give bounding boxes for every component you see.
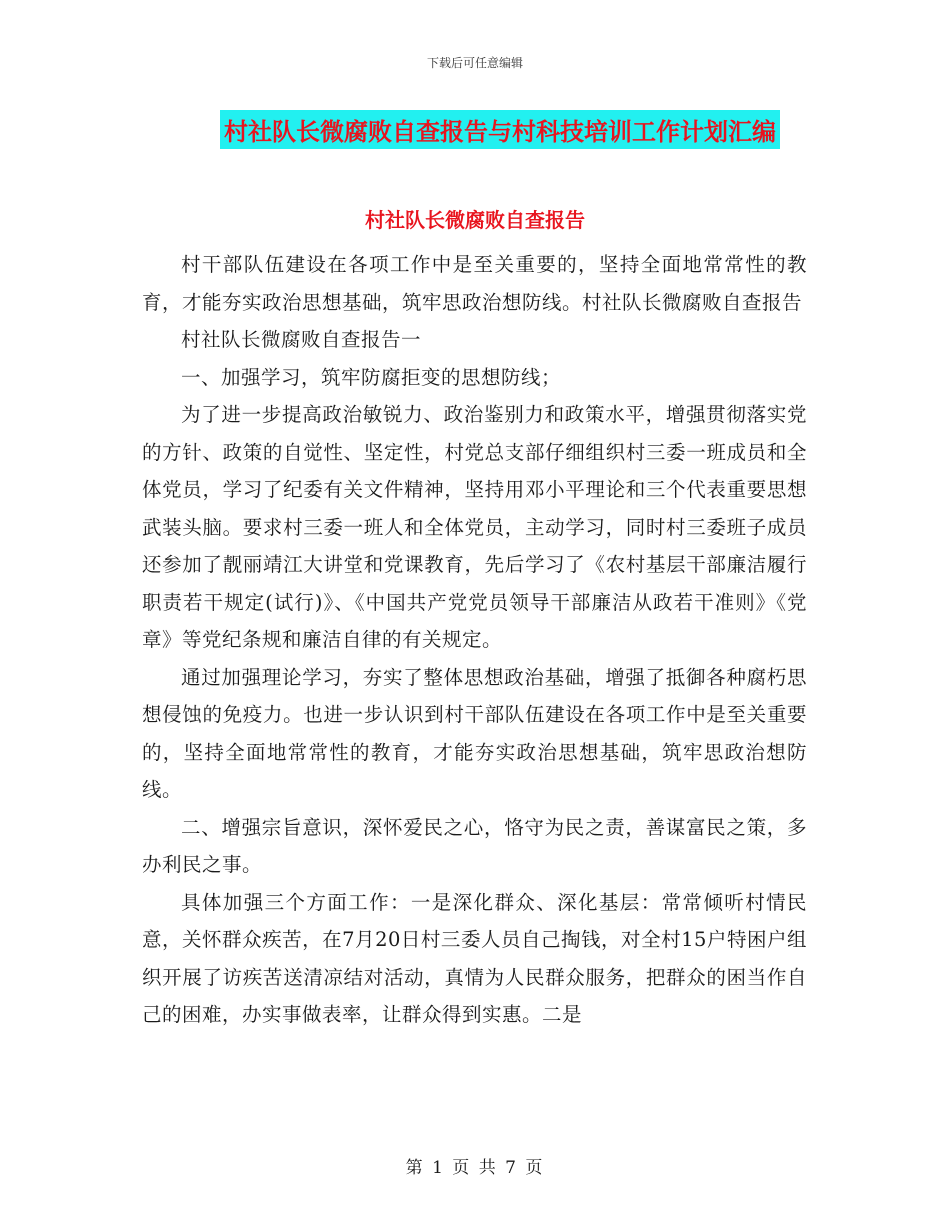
document-body bbox=[142, 246, 807, 1034]
paragraph: 二、增强宗旨意识，深怀爱民之心，恪守为民之责，善谋富民之策，多办利民之事。 bbox=[142, 815, 807, 876]
section-title: 村社队长微腐败自查报告 bbox=[365, 208, 585, 232]
document-title: 村社队长微腐败自查报告与村科技培训工作计划汇编 bbox=[220, 110, 780, 149]
paragraph: 为了进一步提高政治敏锐力、政治鉴别力和政策水平，增强贯彻落实党的方针、政策的自觉性、坚定性，村党总支部仔细组织村三委一班成员和全体党员，学习了纪委有关文件精神，坚持用邓小平理论和三个代表重要思想武装头脑。要求村三委一班人和全体党员，主动学习，同时村三委班子成员还参加了靓丽靖江大讲堂和党课教育，先后学习了《农村基层干部廉洁履行职责若干规定(试行)》、《中国共产党党员领导干部廉洁从政若干准则》《党章》等党纪条规和廉洁自律的有关规定。 bbox=[142, 403, 807, 651]
paragraph: 具体加强三个方面工作：一是深化群众、深化基层：常常倾听村情民意，关怀群众疾苦，在7月20日村三委人员自己掏钱，对全村15户特困户组织开展了访疾苦送清凉结对活动，真情为人民群众服务，把群众的困当作自己的困难，办实事做表率，让群众得到实惠。二是 bbox=[142, 890, 807, 1026]
paragraph: 村干部队伍建设在各项工作中是至关重要的，坚持全面地常常性的教育，才能夯实政治思想基础，筑牢思政治想防线。村社队长微腐败自查报告 bbox=[142, 253, 807, 314]
document-title-wrap bbox=[0, 110, 950, 149]
paragraph: 一、加强学习，筑牢防腐拒变的思想防线； bbox=[181, 365, 562, 389]
paragraph: 村社队长微腐败自查报告一 bbox=[181, 328, 422, 351]
paragraph: 通过加强理论学习，夯实了整体思想政治基础，增强了抵御各种腐朽思想侵蚀的免疫力。也进一步认识到村干部队伍建设在各项工作中是至关重要的，坚持全面地常常性的教育，才能夯实政治思想基础，筑牢思政治想防线。 bbox=[142, 665, 807, 801]
header-note: 下载后可任意编辑 bbox=[426, 56, 523, 70]
page-footer: 第 1 页 共 7 页 bbox=[405, 1158, 545, 1178]
